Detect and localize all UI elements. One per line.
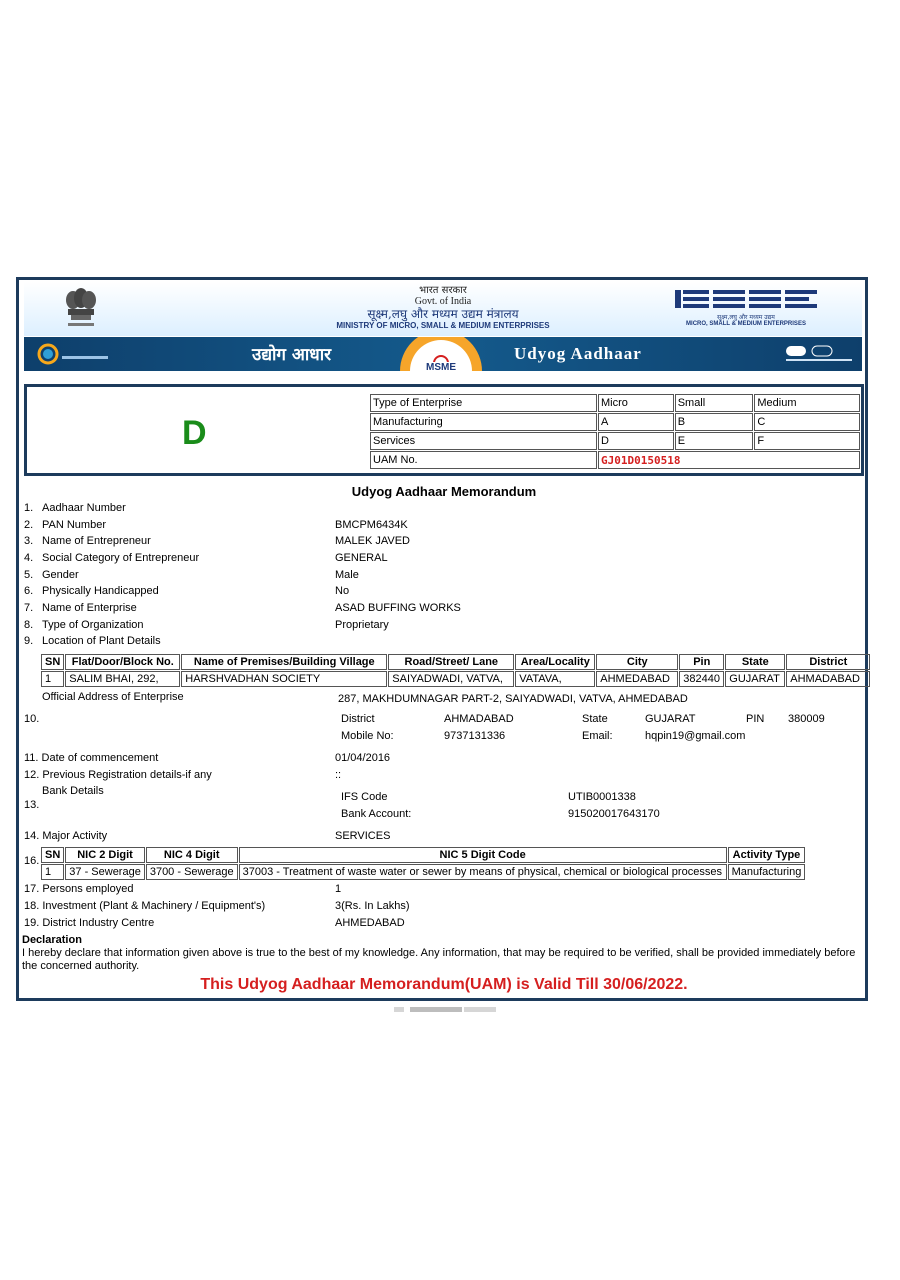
- field-number: 1.: [24, 502, 34, 514]
- declaration-text: I hereby declare that information given above is true to the best of my knowledge. Any information, that may be required to be verified, shall be provided immediately before the concerned authority.: [22, 947, 856, 972]
- field-label: Gender: [42, 569, 79, 581]
- msme-hindi-text: सूक्ष्म,लघु और मध्यम उद्यम: [717, 314, 775, 321]
- nic-header: Activity Type: [728, 847, 806, 863]
- field-number: 17.: [24, 883, 40, 895]
- validity-notice: This Udyog Aadhaar Memorandum(UAM) is Valid Till 30/06/2022.: [200, 976, 688, 993]
- uam-number: GJ01D0150518: [598, 451, 860, 469]
- field-number: 19.: [24, 917, 40, 929]
- field-label: Previous Registration details-if any: [42, 769, 212, 781]
- plant-header: SN: [41, 654, 64, 670]
- scrollbar-stub: [464, 1007, 496, 1012]
- tail-value: 3(Rs. In Lakhs): [335, 900, 410, 912]
- plant-header: Pin: [679, 654, 724, 670]
- nic-cell: 3700 - Sewerage: [146, 864, 238, 880]
- field-value: No: [335, 585, 350, 597]
- tail-label: [24, 883, 133, 896]
- nic-cell: 37 - Sewerage: [65, 864, 145, 880]
- field-label: Aadhaar Number: [42, 502, 126, 514]
- plant-header: Name of Premises/Building Village: [181, 654, 387, 670]
- commencement-label: [24, 752, 158, 765]
- table-row: [370, 413, 860, 431]
- field-number: 9.: [24, 635, 34, 647]
- field-label: Name of Entrepreneur: [42, 535, 151, 547]
- enterprise-category-box: [24, 384, 864, 476]
- major-activity-value: SERVICES: [335, 830, 391, 842]
- field-number: 2.: [24, 519, 34, 531]
- cat-cell: D: [598, 432, 674, 450]
- seal-msme-text: MSME: [426, 362, 456, 371]
- ifs-label: IFS Code: [341, 791, 388, 803]
- table-row: [370, 432, 860, 450]
- plant-cell: AHMEDABAD: [596, 671, 678, 687]
- field-label: PAN Number: [42, 519, 106, 531]
- plant-header: Flat/Door/Block No.: [65, 654, 180, 670]
- uam-label: UAM No.: [370, 451, 597, 469]
- plant-header: Area/Locality: [515, 654, 595, 670]
- field-label: District Industry Centre: [42, 917, 155, 929]
- bank-account-value: 915020017643170: [568, 808, 660, 820]
- field-number: 8.: [24, 619, 34, 631]
- nic-header: NIC 2 Digit: [65, 847, 145, 863]
- category-letter: D: [182, 414, 207, 452]
- field-number: 4.: [24, 552, 34, 564]
- plant-cell: AHMADABAD: [786, 671, 870, 687]
- cat-cell: E: [675, 432, 754, 450]
- major-activity-label: [24, 830, 107, 843]
- bank-account-label: Bank Account:: [341, 808, 412, 820]
- table-row: [41, 654, 870, 670]
- plant-cell: 1: [41, 671, 64, 687]
- field-label: Name of Enterprise: [42, 602, 137, 614]
- email-label: Email:: [582, 730, 613, 742]
- field-value: Proprietary: [335, 619, 389, 631]
- mobile-value: 9737131336: [444, 730, 506, 742]
- previous-registration-label: [24, 769, 212, 782]
- table-row: [41, 847, 805, 863]
- msme-logo-icon: [675, 288, 817, 310]
- plant-cell: 382440: [679, 671, 724, 687]
- field-label: Type of Organization: [42, 619, 144, 631]
- state-value: GUJARAT: [645, 713, 696, 725]
- field-number: 7.: [24, 602, 34, 614]
- field-label-row: [24, 585, 159, 598]
- msme-sub-text: MICRO, SMALL & MEDIUM ENTERPRISES: [686, 321, 806, 327]
- field-value: Male: [335, 569, 359, 581]
- plant-header: District: [786, 654, 870, 670]
- cat-cell: Manufacturing: [370, 413, 597, 431]
- table-row: [370, 394, 860, 412]
- field-number-13: 13.: [24, 799, 40, 811]
- official-address-label: Official Address of Enterprise: [42, 691, 184, 703]
- field-number-10: 10.: [24, 713, 40, 725]
- field-number: 5.: [24, 569, 34, 581]
- cat-cell: A: [598, 413, 674, 431]
- govt-text: Govt. of India: [414, 296, 472, 307]
- field-label: Major Activity: [42, 830, 108, 842]
- tail-value: AHMEDABAD: [335, 917, 405, 929]
- field-number: 12.: [24, 769, 40, 781]
- field-value: GENERAL: [335, 552, 388, 564]
- digital-india-logo-icon: [36, 342, 112, 366]
- bank-details-label: Bank Details: [42, 785, 104, 797]
- field-number: 18.: [24, 900, 40, 912]
- plant-cell: SALIM BHAI, 292,: [65, 671, 180, 687]
- right-band-logo-icon: [782, 344, 856, 364]
- scrollbar-stub: [394, 1007, 404, 1012]
- field-label-row: [24, 519, 106, 532]
- field-label-row: [24, 552, 199, 565]
- field-label: Physically Handicapped: [42, 585, 159, 597]
- cat-cell: Micro: [598, 394, 674, 412]
- cat-cell: Type of Enterprise: [370, 394, 597, 412]
- field-label-row: [24, 569, 79, 582]
- plant-cell: GUJARAT: [725, 671, 785, 687]
- nic-header: NIC 5 Digit Code: [239, 847, 727, 863]
- field-number: 3.: [24, 535, 34, 547]
- header-band: [24, 337, 862, 371]
- cat-cell: C: [754, 413, 860, 431]
- field-label: Location of Plant Details: [42, 635, 161, 647]
- category-table: [369, 393, 861, 470]
- document-title: Udyog Aadhaar Memorandum: [351, 484, 537, 499]
- field-number: 14.: [24, 830, 40, 842]
- cat-cell: Medium: [754, 394, 860, 412]
- plant-header: State: [725, 654, 785, 670]
- tail-value: 1: [335, 883, 342, 895]
- plant-cell: SAIYADWADI, VATVA,: [388, 671, 514, 687]
- plant-header: City: [596, 654, 678, 670]
- cat-cell: F: [754, 432, 860, 450]
- email-value: hqpin19@gmail.com: [645, 730, 746, 742]
- plant-cell: HARSHVADHAN SOCIETY: [181, 671, 387, 687]
- field-label: Social Category of Entrepreneur: [42, 552, 200, 564]
- tail-label: [24, 900, 265, 913]
- field-number: 6.: [24, 585, 34, 597]
- header-top: [24, 282, 862, 336]
- nic-cell: Manufacturing: [728, 864, 806, 880]
- plant-location-table: [40, 653, 871, 688]
- field-label: Persons employed: [42, 883, 134, 895]
- nic-cell: 1: [41, 864, 64, 880]
- ifs-value: UTIB0001338: [568, 791, 636, 803]
- bharat-sarkar-text: भारत सरकार: [419, 285, 467, 296]
- udyog-aadhaar-english: Udyog Aadhaar: [514, 344, 642, 363]
- field-value: MALEK JAVED: [335, 535, 410, 547]
- state-label: State: [582, 713, 608, 725]
- field-label: Investment (Plant & Machinery / Equipment's): [42, 900, 266, 912]
- nic-header: NIC 4 Digit: [146, 847, 238, 863]
- mobile-label: Mobile No:: [341, 730, 394, 742]
- pin-label: PIN: [746, 713, 765, 725]
- plant-cell: VATAVA,: [515, 671, 595, 687]
- tail-label: [24, 917, 154, 930]
- table-row: [41, 864, 805, 880]
- field-label: Date of commencement: [41, 752, 159, 764]
- table-row: [370, 451, 860, 469]
- nic-header: SN: [41, 847, 64, 863]
- field-label-row: [24, 535, 151, 548]
- field-number-16: 16.: [24, 855, 40, 867]
- cat-cell: Services: [370, 432, 597, 450]
- table-row: [41, 671, 870, 687]
- field-label-row: [24, 619, 144, 632]
- cat-cell: B: [675, 413, 754, 431]
- field-value: ASAD BUFFING WORKS: [335, 602, 461, 614]
- pin-value: 380009: [788, 713, 825, 725]
- field-label-row: [24, 635, 161, 648]
- commencement-value: 01/04/2016: [335, 752, 391, 764]
- previous-registration-value: ::: [335, 769, 342, 781]
- udyog-aadhaar-hindi: उद्योग आधार: [252, 345, 332, 365]
- field-label-row: [24, 602, 137, 615]
- msme-logo: [672, 288, 820, 327]
- ministry-hindi-text: सूक्ष्म,लघु और मध्यम उद्यम मंत्रालय: [367, 307, 519, 321]
- official-address-value: 287, MAKHDUMNAGAR PART-2, SAIYADWADI, VATVA, AHMEDABAD: [338, 693, 688, 705]
- field-number: 11.: [24, 752, 39, 764]
- nic-cell: 37003 - Treatment of waste water or sewer by means of physical, chemical or biological processes: [239, 864, 727, 880]
- scrollbar-thumb: [410, 1007, 462, 1012]
- udyog-aadhaar-seal-icon: [396, 337, 486, 371]
- district-value: AHMADABAD: [444, 713, 514, 725]
- plant-header: Road/Street/ Lane: [388, 654, 514, 670]
- district-label: District: [341, 713, 375, 725]
- field-value: BMCPM6434K: [335, 519, 408, 531]
- field-label-row: [24, 502, 126, 515]
- cat-cell: Small: [675, 394, 754, 412]
- ministry-text: MINISTRY OF MICRO, SMALL & MEDIUM ENTERPRISES: [336, 321, 550, 330]
- declaration-title: Declaration: [22, 934, 82, 946]
- nic-table: [40, 846, 806, 881]
